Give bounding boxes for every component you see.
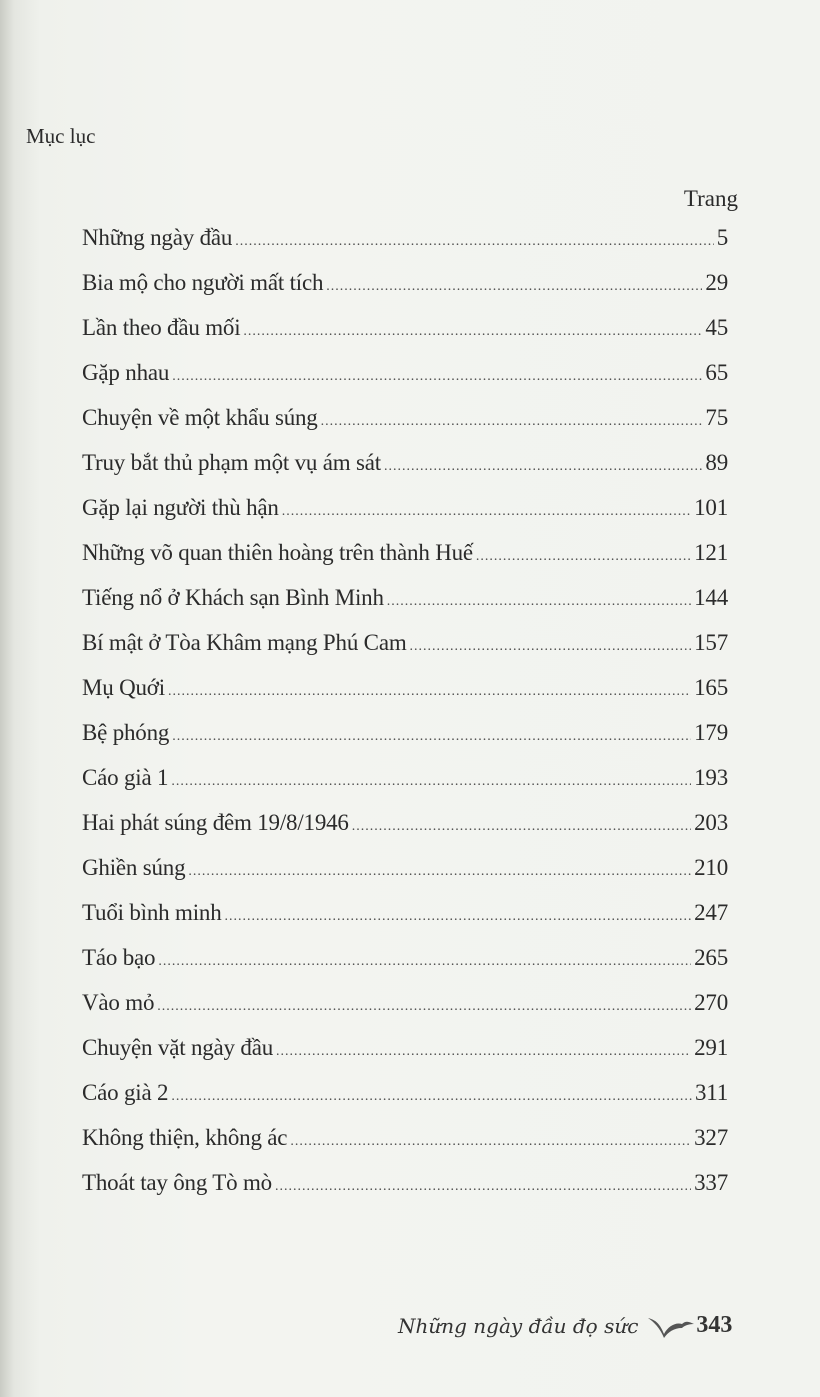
toc-entry [82, 1125, 728, 1170]
entry-title: Chuyện vặt ngày đầu [82, 1035, 274, 1060]
entry-page: 121 [694, 540, 728, 565]
dot-leader [282, 504, 691, 520]
entry-title: Bí mật ở Tòa Khâm mạng Phú Cam [82, 630, 407, 655]
entry-page: 5 [716, 225, 728, 250]
entry-page: 327 [694, 1125, 728, 1150]
toc-entry [82, 945, 728, 990]
entry-page: 265 [694, 945, 728, 970]
bat-icon [648, 1314, 694, 1338]
entry-title: Những võ quan thiên hoàng trên thành Huế [82, 540, 473, 565]
entry-title: Truy bắt thủ phạm một vụ ám sát [82, 450, 381, 475]
toc-entry [82, 225, 728, 270]
toc-entry [82, 855, 728, 900]
entry-title: Gặp lại người thù hận [82, 495, 279, 520]
dot-leader [275, 1179, 691, 1195]
toc-entry [82, 990, 728, 1035]
toc-entry [82, 810, 728, 855]
entry-title: Tuổi bình minh [82, 900, 222, 925]
toc-entry [82, 585, 728, 630]
entry-title: Vào mỏ [82, 990, 155, 1015]
toc-entry [82, 675, 728, 720]
toc-entry [82, 765, 728, 810]
dot-leader [171, 774, 691, 790]
dot-leader [158, 954, 691, 970]
entry-title: Hai phát súng đêm 19/8/1946 [82, 810, 349, 835]
entry-title: Cáo già 2 [82, 1080, 169, 1105]
entry-page: 311 [694, 1080, 728, 1105]
entry-page: 247 [694, 900, 728, 925]
page-number: 343 [696, 1312, 733, 1338]
entry-title: Cáo già 1 [82, 765, 169, 790]
dot-leader [410, 639, 692, 655]
entry-page: 270 [694, 990, 728, 1015]
toc-entry [82, 315, 728, 360]
dot-leader [352, 819, 691, 835]
toc-entry [82, 495, 728, 540]
toc-entry [82, 270, 728, 315]
dot-leader [384, 459, 702, 475]
entry-page: 291 [694, 1035, 728, 1060]
entry-page: 144 [694, 585, 728, 610]
entry-page: 157 [694, 630, 728, 655]
entry-page: 210 [694, 855, 728, 880]
toc-entry [82, 1170, 728, 1215]
entry-title: Bệ phóng [82, 720, 170, 745]
toc-entry [82, 630, 728, 675]
entry-title: Ghiền súng [82, 855, 186, 880]
entry-page: 75 [705, 405, 728, 430]
entry-title: Mụ Quới [82, 675, 165, 700]
dot-leader [235, 234, 713, 250]
entry-title: Lần theo đầu mối [82, 315, 241, 340]
page-footer [398, 1312, 732, 1339]
entry-page: 65 [705, 360, 728, 385]
entry-page: 203 [694, 810, 728, 835]
toc-entry [82, 1080, 728, 1125]
entry-title: Không thiện, không ác [82, 1125, 288, 1150]
dot-leader [276, 1044, 691, 1060]
dot-leader [243, 324, 702, 340]
dot-leader [326, 279, 702, 295]
entry-title: Những ngày đầu [82, 225, 233, 250]
entry-title: Tiếng nổ ở Khách sạn Bình Minh [82, 585, 384, 610]
dot-leader [321, 414, 703, 430]
entry-page: 101 [694, 495, 728, 520]
running-book-title: Những ngày đầu đọ sức [398, 1313, 639, 1338]
dot-leader [172, 369, 702, 385]
entry-title: Chuyện về một khẩu súng [82, 405, 318, 430]
entry-title: Táo bạo [82, 945, 156, 970]
entry-page: 89 [705, 450, 728, 475]
entry-title: Bia mộ cho người mất tích [82, 270, 324, 295]
entry-title: Thoát tay ông Tò mò [82, 1170, 272, 1195]
toc-heading: Mục lục [26, 124, 96, 148]
dot-leader [157, 999, 691, 1015]
table-of-contents [82, 225, 728, 1215]
dot-leader [476, 549, 691, 565]
dot-leader [168, 684, 691, 700]
toc-entry [82, 405, 728, 450]
toc-entry [82, 900, 728, 945]
toc-entry [82, 540, 728, 585]
dot-leader [172, 729, 691, 745]
dot-leader [188, 864, 691, 880]
dot-leader [171, 1089, 692, 1105]
entry-page: 165 [694, 675, 728, 700]
page-column-label: Trang [683, 186, 738, 211]
toc-entry [82, 450, 728, 495]
entry-page: 45 [705, 315, 728, 340]
entry-page: 29 [705, 270, 728, 295]
dot-leader [290, 1134, 691, 1150]
toc-entry [82, 360, 728, 405]
entry-page: 193 [694, 765, 728, 790]
toc-entry [82, 720, 728, 765]
entry-page: 337 [694, 1170, 728, 1195]
entry-page: 179 [694, 720, 728, 745]
entry-title: Gặp nhau [82, 360, 170, 385]
toc-entry [82, 1035, 728, 1080]
dot-leader [225, 909, 692, 925]
dot-leader [387, 594, 691, 610]
